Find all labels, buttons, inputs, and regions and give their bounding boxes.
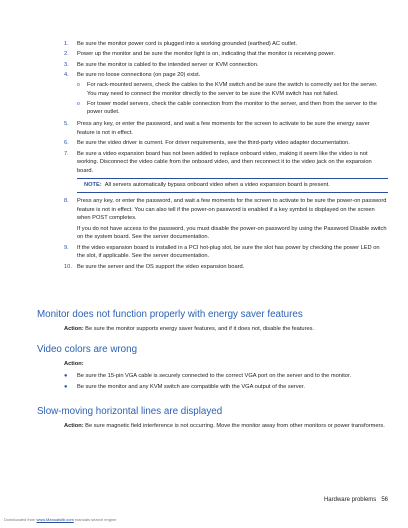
step-10: 10. Be sure the server and the OS support the video expansion board. — [64, 263, 245, 270]
action-label: Action: — [64, 423, 84, 429]
step-3: 3. Be sure the monitor is cabled to the intended server or KVM connection. — [64, 61, 259, 68]
step-9: 9. If the video expansion board is installed in a PCI hot-plug slot, be sure the slot has power by checking the power LED on the slot, if applicable. See the server documentation. — [64, 244, 380, 260]
section-heading: Monitor does not function properly with energy saver features — [37, 309, 303, 320]
action-text: Be sure the monitor supports energy saver features, and if it does not, disable the features. — [83, 326, 315, 332]
note-text: All servers automatically bypass onboard video when a video expansion board is present. — [104, 182, 330, 189]
manualslib-link[interactable]: www.Manualslib.com — [36, 517, 74, 522]
action-label: Action: — [64, 361, 84, 367]
page-number: 56 — [381, 497, 388, 503]
download-banner: Downloaded from www.Manualslib.com manuals search engine — [4, 517, 117, 522]
note-box — [77, 178, 388, 193]
action-label: Action: — [64, 326, 84, 332]
footer-chapter: Hardware problems — [323, 497, 377, 503]
section-horizontal-lines — [37, 406, 388, 431]
section-heading: Slow-moving horizontal lines are displayed — [37, 406, 223, 417]
step-4: 4. Be sure no loose connections (on page 20) exist. o For rack-mounted servers, check the cables to the KVM switch and be sure the switch is correctly set for the server. You may need to connect the monitor directly to the server to be sure the KVM switch has not failed. o For tower model servers, check the cable connection from the monitor to the server, and then from the server to the power outlet. — [64, 71, 388, 118]
step-1: 1. Be sure the monitor power cord is plugged into a working grounded (earthed) AC outlet. — [64, 41, 298, 47]
action-text: Be sure magnetic field interference is not occurring. Move the monitor away from other monitors or power transformers. — [83, 423, 385, 429]
bullet-item: ● Be sure the 15-pin VGA cable is securely connected to the correct VGA port on the server and to the monitor. — [64, 372, 352, 379]
step-4-text: Be sure no loose connections (on page 20) exist. — [77, 72, 201, 79]
bullet-item: ● Be sure the monitor and any KVM switch are compatible with the VGA output of the server. — [64, 384, 305, 391]
step-7: 7. Be sure a video expansion board has not been added to replace onboard video, making it seem like the video is not working. Disconnect the video cable from the onboard video, and then reconnect it to the video jack on the expansion board. — [64, 150, 372, 174]
troubleshooting-steps — [64, 40, 388, 273]
note-label: NOTE: — [84, 182, 102, 189]
step-6: 6. Be sure the video driver is current. For driver requirements, see the third-party video adapter documentation. — [64, 140, 350, 147]
page-footer — [324, 497, 388, 503]
step-8-para: If you do not have access to the password, you must disable the power-on password by using the Password Disable switch on the system board. See the server documentation. — [77, 225, 387, 241]
section-energy-saver — [37, 309, 388, 334]
step-5: 5. Press any key, or enter the password, and wait a few moments for the screen to activate to be sure the energy saver feature is not in effect. — [64, 121, 370, 136]
step-4-sub-rack: o For rack-mounted servers, check the cables to the KVM switch and be sure the switch is correctly set for the server. You may need to connect the monitor directly to the server to be sure the KVM switch has not failed. — [77, 81, 378, 97]
section-heading: Video colors are wrong — [37, 344, 138, 355]
step-2: 2. Power up the monitor and be sure the monitor light is on, indicating that the monitor is receiving power. — [64, 51, 335, 58]
circle-bullet-icon: o — [77, 81, 80, 88]
bullet-icon: ● — [64, 384, 68, 391]
step-8: 8. Press any key, or enter the password, and wait a few moments for the screen to activate to be sure the power-on password feature is not in effect. You can also tell if the power-on password is enabled if a key symbol is displayed on the screen when POST completes. If you do not have access to the password, you must disable the power-on password by using the Password Disable switch on the system board. See the server documentation. — [64, 198, 387, 241]
step-4-sub-tower: o For tower model servers, check the cable connection from the monitor to the server, and then from the server to the power outlet. — [77, 100, 377, 116]
bullet-icon: ● — [64, 372, 68, 379]
circle-bullet-icon: o — [77, 100, 80, 107]
step-8-text: Press any key, or enter the password, and wait a few moments for the screen to activate to be sure the power-on password feature is not in effect. You can also tell if the power-on password is enabled if a key symbol is displayed on the screen when POST completes. — [77, 198, 387, 222]
section-video-colors — [37, 344, 388, 392]
